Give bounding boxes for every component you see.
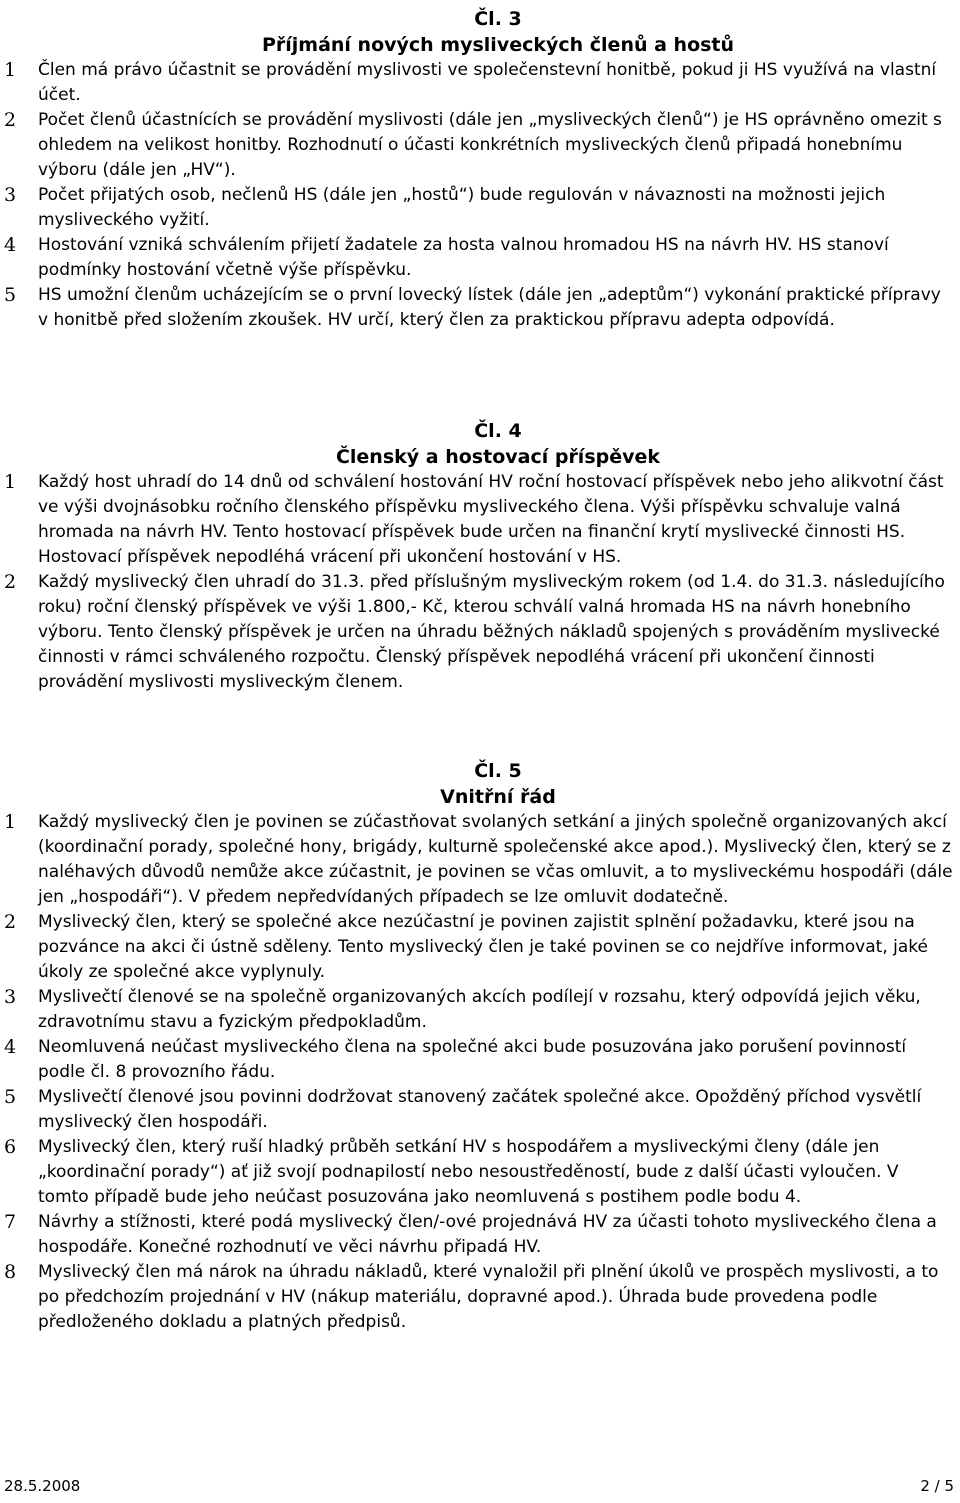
paragraph — [0, 108, 960, 183]
paragraph-text: Každý myslivecký člen uhradí do 31.3. před příslušným mysliveckým rokem (od 1.4. do 31.3. následujícího roku) roční členský příspěvek ve výši 1.800,- Kč, kterou schválí valná hromada HS na návrh honebního výboru. Tento členský příspěvek je určen na úhradu běžných nákladů spojených s prováděním myslivecké činnosti v rámci schváleného rozpočtu. Členský příspěvek nepodléhá vrácení při ukončení činnosti provádění myslivosti mysliveckým členem. — [38, 572, 945, 692]
paragraph-text: Počet členů účastnících se provádění myslivosti (dále jen „mysliveckých členů“) je HS oprávněno omezit s ohledem na velikost honitby. Rozhodnutí o účasti konkrétních mysliveckých členů připadá honebnímu výboru (dále jen „HV“). — [38, 110, 942, 180]
paragraph — [0, 1260, 960, 1335]
paragraph — [0, 910, 960, 985]
paragraph-text: Neomluvená neúčast mysliveckého člena na společné akci bude posuzována jako porušení povinností podle čl. 8 provozního řádu. — [38, 1037, 907, 1082]
article-5 — [0, 758, 960, 1335]
article-4 — [0, 418, 960, 695]
paragraph — [0, 470, 960, 570]
paragraph-number: 7 — [4, 1211, 17, 1233]
paragraph — [0, 58, 960, 108]
paragraph-number: 1 — [4, 59, 17, 81]
paragraph-number: 3 — [4, 986, 17, 1008]
paragraph-text: Člen má právo účastnit se provádění myslivosti ve společenstevní honitbě, pokud ji HS využívá na vlastní účet. — [38, 60, 937, 105]
paragraph-text: Myslivecký člen má nárok na úhradu nákladů, které vynaložil při plnění úkolů ve prospěch myslivosti, a to po předchozím projednání v HV (nákup materiálu, dopravné apod.). Úhrada bude provedena podle předloženého dokladu a platných předpisů. — [38, 1262, 939, 1332]
article-number: Čl. 3 — [474, 8, 522, 30]
article-number: Čl. 4 — [474, 420, 522, 442]
paragraph — [0, 283, 960, 333]
paragraph — [0, 233, 960, 283]
paragraph-text: Každý myslivecký člen je povinen se zúčastňovat svolaných setkání a jiných společně organizovaných akcí (koordinační porady, společné hony, brigády, kulturně společenské akce apod.). Myslivecký člen, který se z naléhavých důvodů nemůže akce zúčastnit, je povinen se včas omluvit, a to mysliveckému hospodáři (dále jen „hospodáři“). V předem nepředvídaných případech se lze omluvit dodatečně. — [38, 812, 953, 907]
paragraph-number: 6 — [4, 1136, 17, 1158]
article-title: Příjmání nových mysliveckých členů a hostů — [261, 34, 735, 56]
paragraph-text: Návrhy a stížnosti, které podá myslivecký člen/-ové projednává HV za účasti tohoto mysliveckého člena a hospodáře. Konečné rozhodnutí ve věci návrhu připadá HV. — [38, 1212, 937, 1257]
paragraph-number: 2 — [4, 109, 17, 131]
page-number: 2 / 5 — [920, 1477, 954, 1495]
paragraph — [0, 1210, 960, 1260]
paragraph — [0, 810, 960, 910]
article-title: Vnitřní řád — [440, 786, 556, 808]
paragraph-number: 2 — [4, 571, 17, 593]
paragraph-number: 5 — [4, 1086, 17, 1108]
paragraph-number: 1 — [4, 471, 17, 493]
paragraph-text: Myslivecký člen, který ruší hladký průběh setkání HV s hospodářem a mysliveckými členy (dále jen „koordinační porady“) ať již svojí podnapilostí nebo nesoustředěností, bude z další účasti vyloučen. V tomto případě bude jeho neúčast posuzována jako neomluvená s postihem podle bodu 4. — [38, 1137, 899, 1207]
paragraph — [0, 985, 960, 1035]
paragraph-text: Počet přijatých osob, nečlenů HS (dále jen „hostů“) bude regulován v návaznosti na možnosti jejich mysliveckého vyžití. — [38, 185, 886, 230]
paragraph-number: 5 — [4, 284, 17, 306]
paragraph-number: 3 — [4, 184, 17, 206]
paragraph — [0, 570, 960, 695]
paragraph-text: Myslivecký člen, který se společné akce nezúčastní je povinen zajistit splnění požadavku, které jsou na pozvánce na akci či ústně sděleny. Tento myslivecký člen je také povinen se co nejdříve informovat, jaké úkoly ze společné akce vyplynuly. — [38, 912, 928, 982]
article-3 — [0, 6, 960, 333]
paragraph-number: 2 — [4, 911, 17, 933]
paragraph-text: Myslivečtí členové jsou povinni dodržovat stanovený začátek společné akce. Opožděný příchod vysvětlí myslivecký člen hospodáři. — [38, 1087, 922, 1132]
paragraph-number: 4 — [4, 234, 17, 256]
paragraph-number: 1 — [4, 811, 17, 833]
paragraph-text: Myslivečtí členové se na společně organizovaných akcích podílejí v rozsahu, který odpovídá jejich věku, zdravotnímu stavu a fyzickým předpokladům. — [38, 987, 921, 1032]
paragraph-number: 4 — [4, 1036, 17, 1058]
paragraph — [0, 183, 960, 233]
paragraph-text: HS umožní členům ucházejícím se o první lovecký lístek (dále jen „adeptům“) vykonání praktické přípravy v honitbě před složením zkoušek. HV určí, který člen za praktickou přípravu adepta odpovídá. — [38, 285, 941, 330]
article-number: Čl. 5 — [474, 760, 522, 782]
article-title: Členský a hostovací příspěvek — [335, 446, 661, 468]
paragraph — [0, 1035, 960, 1085]
paragraph-text: Hostování vzniká schválením přijetí žadatele za hosta valnou hromadou HS na návrh HV. HS stanoví podmínky hostování včetně výše příspěvku. — [38, 235, 889, 280]
footer-date: 28.5.2008 — [4, 1477, 81, 1495]
paragraph — [0, 1135, 960, 1210]
paragraph-text: Každý host uhradí do 14 dnů od schválení hostování HV roční hostovací příspěvek nebo jeho alikvotní část ve výši dvojnásobku ročního členského příspěvku mysliveckého člena. Výši příspěvku schvaluje valná hromada na návrh HV. Tento hostovací příspěvek bude určen na finanční krytí myslivecké činnosti HS. Hostovací příspěvek nepodléhá vrácení při ukončení hostování v HS. — [38, 472, 944, 567]
paragraph-number: 8 — [4, 1261, 17, 1283]
paragraph — [0, 1085, 960, 1135]
